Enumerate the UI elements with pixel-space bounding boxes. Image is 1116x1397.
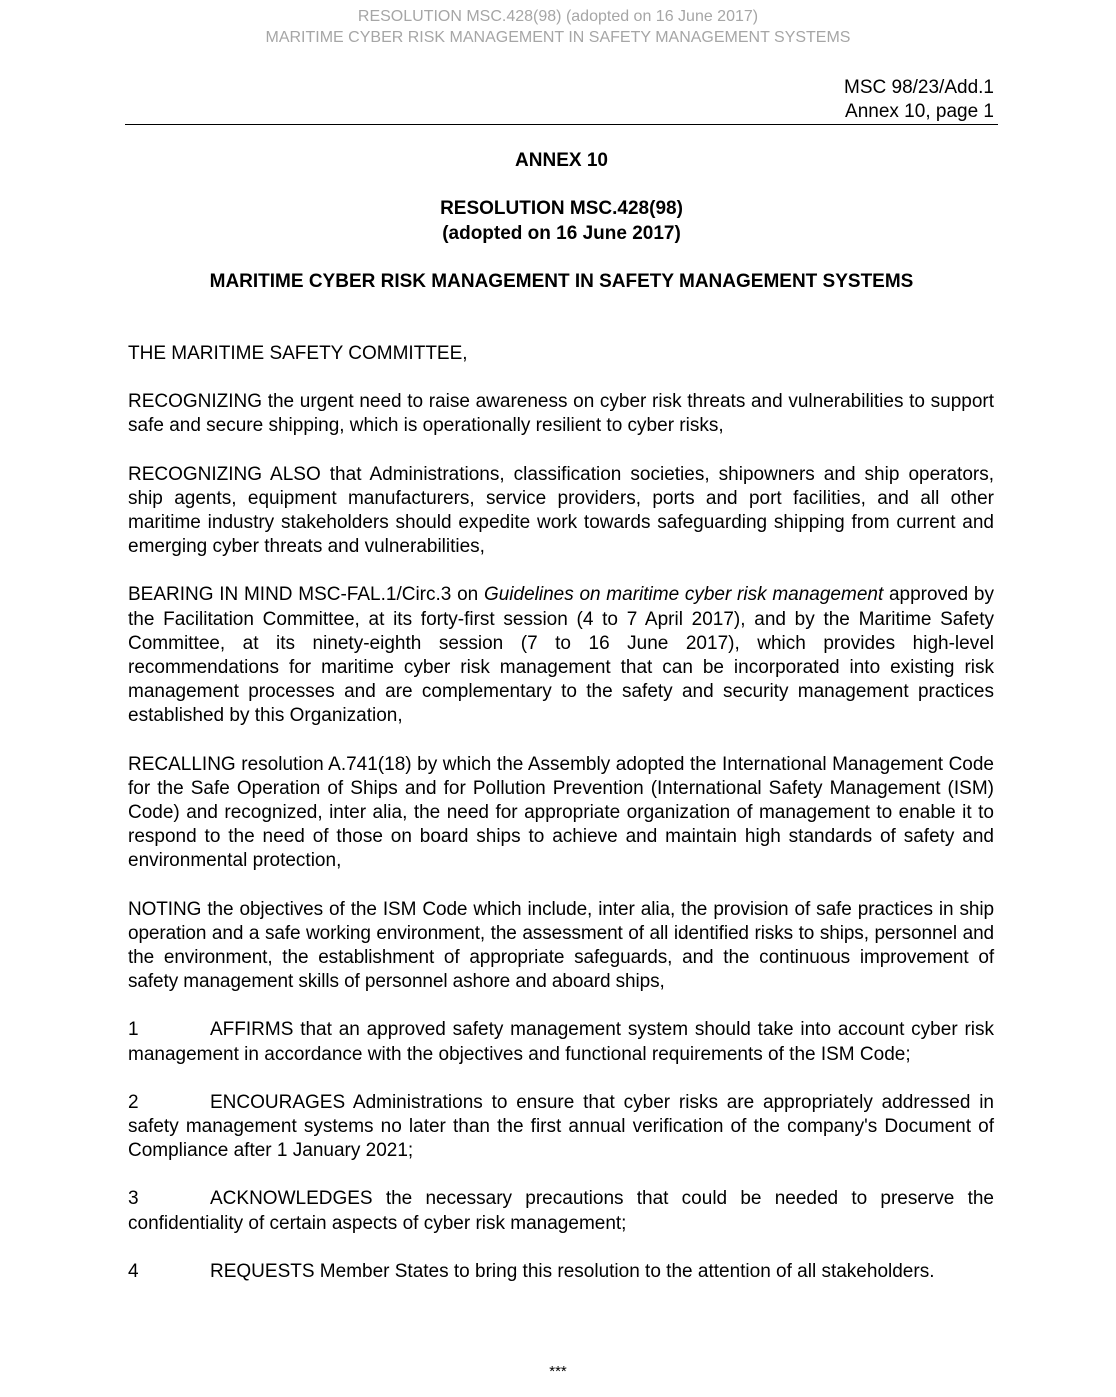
annex-title: ANNEX 10 [515,150,608,171]
running-header-line-2: MARITIME CYBER RISK MANAGEMENT IN SAFETY MANAGEMENT SYSTEMS [265,29,851,46]
preamble-noting: NOTING the objectives of the ISM Code which include, inter alia, the provision of safe practices in ship operation and a safe working environment, the assessment of all identified risks to ships, personnel and the environment, the establishment of appropriate safeguards, and the continuous improvement of safety management skills of personnel ashore and aboard ships, [128,898,994,993]
header-divider [125,124,998,125]
operative-paragraph-2 [128,1091,994,1164]
operative-paragraph-1 [128,1018,994,1066]
guidelines-title: Guidelines on maritime cyber risk management [483,584,884,606]
resolution-adopted-date: (adopted on 16 June 2017) [442,223,681,244]
paragraph-text: REQUESTS Member States to bring this resolution to the attention of all stakeholders. [210,1260,935,1282]
document-reference [844,76,994,124]
paragraph-number: 3 [128,1188,139,1210]
main-title: MARITIME CYBER RISK MANAGEMENT IN SAFETY MANAGEMENT SYSTEMS [209,271,914,292]
running-header-line-1: RESOLUTION MSC.428(98) (adopted on 16 June 2017) [357,8,759,25]
resolution-number: RESOLUTION MSC.428(98) [440,198,683,219]
document-body [128,342,994,1308]
document-symbol: MSC 98/23/Add.1 [844,77,994,98]
preamble-bearing-in-mind [128,583,994,728]
preamble-recognizing: RECOGNIZING the urgent need to raise awareness on cyber risk threats and vulnerabilities to support safe and secure shipping, which is operationally resilient to cyber risks, [128,391,994,437]
running-header [0,6,1116,48]
paragraph-text: AFFIRMS that an approved safety management system should take into account cyber risk management in accordance with the objectives and functional requirements of the ISM Code; [128,1019,994,1065]
operative-paragraph-3 [128,1187,994,1235]
paragraph-number: 4 [128,1260,139,1282]
bearing-lead: BEARING IN MIND MSC-FAL.1/Circ.3 on [128,584,484,606]
paragraph-text: ACKNOWLEDGES the necessary precautions that could be needed to preserve the confidentiality of certain aspects of cyber risk management; [128,1188,994,1234]
operative-paragraph-4 [128,1260,994,1284]
bearing-rest: approved by the Facilitation Committee, at its forty-first session (4 to 7 April 2017), and by the Maritime Safety Committee, at its ninety-eighth session (7 to 16 June 2017), which provides high-level recommendations for maritime cyber risk management that can be incorporated into existing risk management processes and are complementary to the safety and security management practices established by this Organization, [128,584,995,727]
preamble-recalling: RECALLING resolution A.741(18) by which the Assembly adopted the International Management Code for the Safe Operation of Ships and for Pollution Prevention (International Safety Management (ISM) Code) and recognized, inter alia, the need for appropriate organization of management to enable it to respond to the need of those on board ships to achieve and maintain high standards of safety and environmental protection, [128,753,994,872]
preamble-recognizing-also: RECOGNIZING ALSO that Administrations, classification societies, shipowners and ship operators, ship agents, equipment manufacturers, service providers, ports and port facilities, and all other maritime industry stakeholders should expedite work towards safeguarding shipping from current and emerging cyber threats and vulnerabilities, [128,463,994,558]
paragraph-number: 2 [128,1091,139,1113]
paragraph-text: ENCOURAGES Administrations to ensure that cyber risks are appropriately addressed in safety management systems no later than the first annual verification of the company's Document of Compliance after 1 January 2021; [128,1091,994,1162]
page-reference: Annex 10, page 1 [845,101,994,122]
end-of-document-mark: *** [549,1363,567,1380]
preamble-committee: THE MARITIME SAFETY COMMITTEE, [128,343,468,364]
paragraph-number: 1 [128,1019,139,1041]
